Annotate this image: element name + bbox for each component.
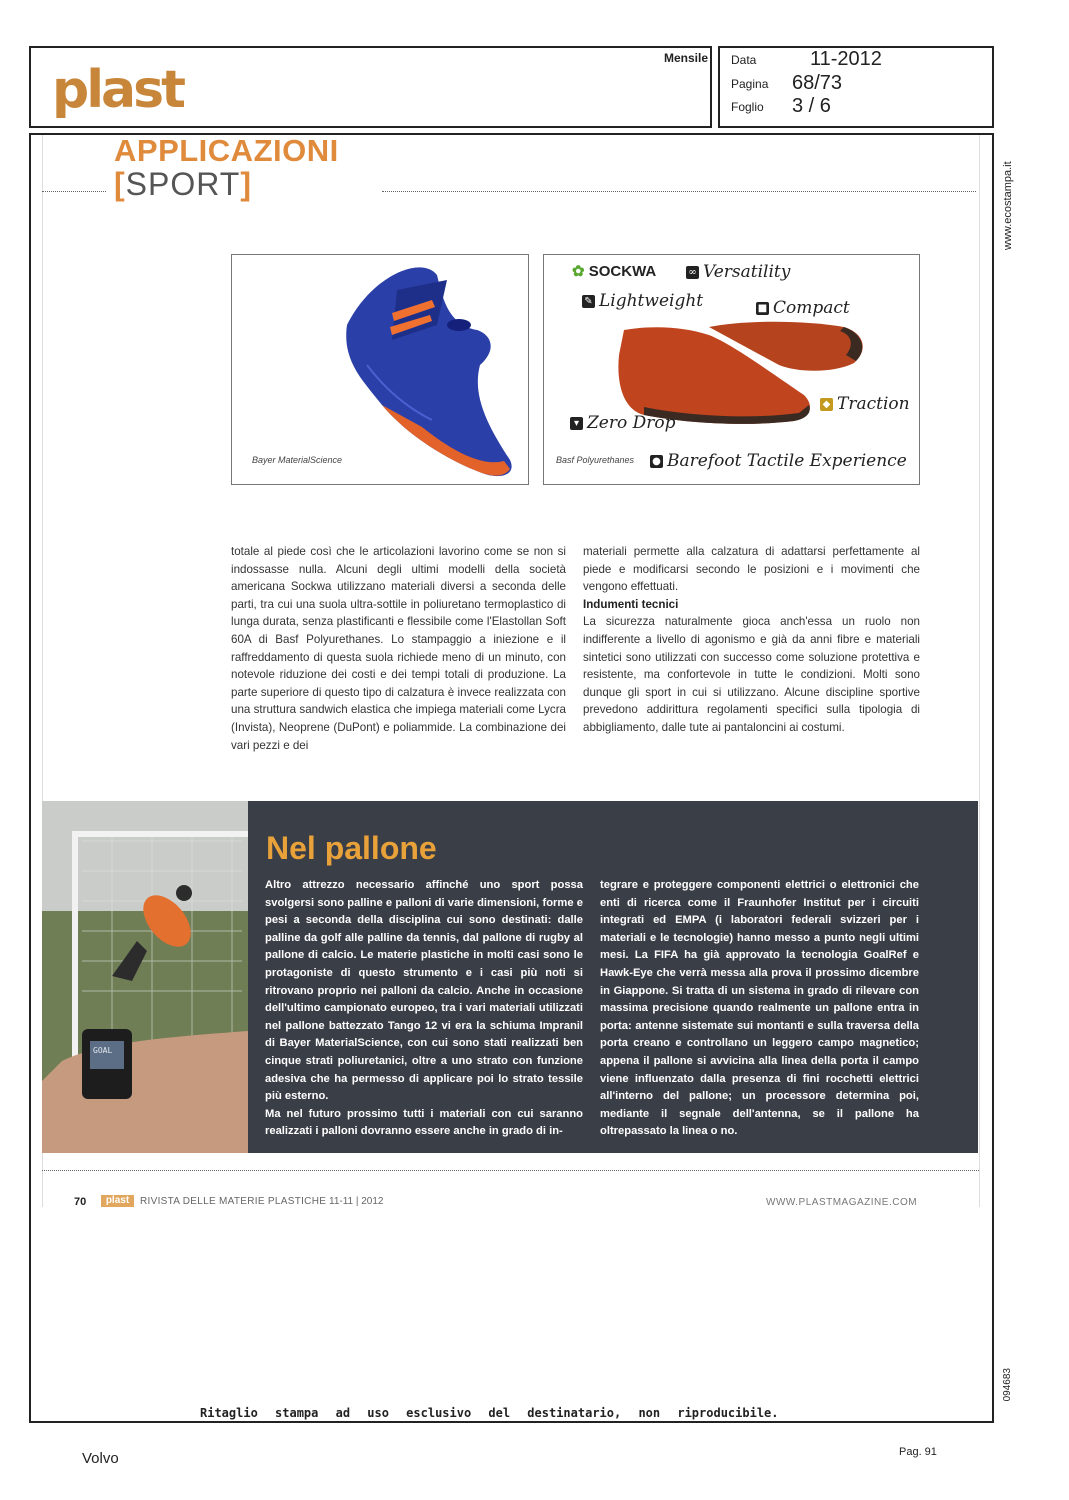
footer-plast-logo: plast — [101, 1195, 134, 1207]
sockwa-brand: ✿ SOCKWA — [572, 263, 657, 280]
subheading: Indumenti tecnici — [583, 597, 679, 611]
adidas-shoe-photo — [231, 254, 529, 485]
traction-icon: ◆ — [820, 398, 833, 411]
goal-and-watch-illustration — [42, 801, 248, 1153]
foot-icon: ● — [650, 455, 663, 468]
article-column-2: materiali permette alla calzatura di adattarsi perfettamente al piede e modificarsi secondo le posizioni e i movimenti che vengono effettuati. Indumenti tecnici La sicurezza naturalmente gioca anch'essa un ruolo non indifferente a livello di agonismo e già da anni fibre e materiali sintetici sono utilizzati con successo come soluzione protettiva e resistente, ma confortevole in tutte le condizioni. Molti sono dunque gli sport in cui si utilizzano. Alcune discipline sportive prevedono addirittura regolamenti specifici sulla tipologia di abbigliamento, dalle tute ai pantaloncini ai costumi. — [583, 545, 920, 734]
feature-lightweight: ✎ Lightweight — [582, 291, 703, 311]
footer-divider — [42, 1170, 979, 1171]
leaf-icon: ✿ — [572, 263, 585, 280]
page-label: Pagina — [731, 77, 769, 91]
box-column-2: tegrare e proteggere componenti elettrici o elettronici che enti di ricerca come il Fraunhofer Institut per i circuiti integrati ed EMPA (i laboratori federali svizzeri per i materiali e le tecnologie) hanno messo a punto negli ultimi mesi. La FIFA ha già approvato la tecnologia GoalRef e Hawk-Eye che verrà messa alla prova il prossimo dicembre in Giappone. Si tratta di un sistema in grado di rilevare con massima precisione quando realmente un pallone entra in porta: antenne sistemate sui montanti e sulla traversa della porta creano e controllano un leggero campo magnetico; appena il pallone si avvicina alla linea della porta il campo viene influenzato dalla presenza di fini rocchetti elettrici all'interno del pallone; un processore determina poi, mediante il segnale dell'antenna, se il pallone ha oltrepassato la linea o no. — [600, 879, 919, 1138]
issue-date: 11-11 | 2012 — [329, 1196, 384, 1207]
infinity-icon: ∞ — [686, 266, 699, 279]
drop-icon: ▾ — [570, 417, 583, 430]
divider-dots-left — [42, 191, 106, 192]
section-title: APPLICAZIONI — [114, 133, 339, 168]
clipping-notice: Ritaglio stampa ad uso esclusivo del destinatario, non riproducibile. — [200, 1406, 779, 1420]
feature-zero-drop: ▾ Zero Drop — [570, 413, 676, 433]
sheet-value: 3 / 6 — [792, 95, 831, 117]
frequency-label: Mensile — [664, 51, 709, 65]
magazine-name: RIVISTA DELLE MATERIE PLASTICHE — [140, 1196, 327, 1207]
feature-compact: ■ Compact — [757, 298, 850, 318]
watch-display-text: GOAL — [93, 1046, 113, 1055]
feature-traction: ◆ Traction — [820, 394, 910, 414]
feature-barefoot: ● Barefoot Tactile Experience — [650, 451, 907, 471]
side-url: www.ecostampa.it — [1002, 161, 1014, 250]
divider-dots-right — [382, 191, 976, 192]
date-value: 11-2012 — [810, 48, 882, 70]
sockwa-shoes-illustration — [544, 255, 919, 484]
feature-versatility: ∞ Versatility — [686, 262, 790, 282]
side-code: 094683 — [1002, 1368, 1013, 1402]
document-page: Pag. 91 — [899, 1446, 937, 1458]
client-name: Volvo — [82, 1450, 119, 1467]
sockwa-ad-photo — [543, 254, 920, 485]
square-icon: ■ — [757, 303, 768, 314]
box-column-1: Altro attrezzo necessario affinché uno sport possa svolgersi sono palline e palloni di varie dimensioni, forme e pesi a seconda della disciplina cui sono destinati: dalle palline da golf alle palline da tennis, dal pallone di rugby al pallone di calcio. Le materie plastiche in molti casi sono le protagoniste di questo strumento e i casi più noti si ritrovano proprio nei palloni da calcio. Anche in occasione dell'ultimo campionato europeo, tra i vari materiali utilizzati nel pallone battezzato Tango 12 vi era la schiuma Impranil di Bayer MaterialScience, con cui sono stati realizzati ben cinque strati poliuretanici, oltre a uno strato con funzione adesiva che ha permesso di applicare poi lo strato tessile più esterno. Ma nel futuro prossimo tutti i materiali con cui saranno realizzati i palloni dovranno essere anche in grado di in- — [265, 879, 583, 1138]
page-number: 70 — [74, 1196, 87, 1208]
magazine-website: WWW.PLASTMAGAZINE.COM — [766, 1197, 918, 1208]
section-subtitle: [SPORT] — [114, 166, 252, 202]
date-label: Data — [731, 53, 757, 67]
plast-logo: plast — [52, 60, 183, 120]
article-column-1: totale al piede così che le articolazioni lavorino come se non si indossasse nulla. Alcuni degli ultimi modelli della società americana Sockwa utilizzano materiali diversi a seconda delle parti, tra cui una suola ultra-sottile in poliuretano termoplastico di lunga durata, senza plastificanti e flessibile come l'Elastollan Soft 60A di Basf Polyurethanes. Lo stampaggio a iniezione e il raffreddamento di questa suola richiede meno di un minuto, con notevole riduzione dei costi e dei tempi totali di produzione. La parte superiore di questo tipo di calzatura è invece realizzata con una struttura sandwich elastica che impiega materiali come Lycra (Invista), Neoprene (DuPont) e poliammide. La combinazione dei vari pezzi e dei — [231, 545, 566, 752]
goalkeeper-photo — [42, 801, 248, 1153]
shoe-illustration — [232, 255, 528, 484]
photo-caption-right: Basf Polyurethanes — [556, 455, 635, 465]
page-value: 68/73 — [792, 72, 843, 94]
box-title: Nel pallone — [266, 830, 437, 866]
sheet-label: Foglio — [731, 100, 764, 114]
page-edge-right — [979, 135, 980, 1207]
feather-icon: ✎ — [582, 295, 595, 308]
photo-caption-left: Bayer MaterialScience — [252, 455, 343, 465]
